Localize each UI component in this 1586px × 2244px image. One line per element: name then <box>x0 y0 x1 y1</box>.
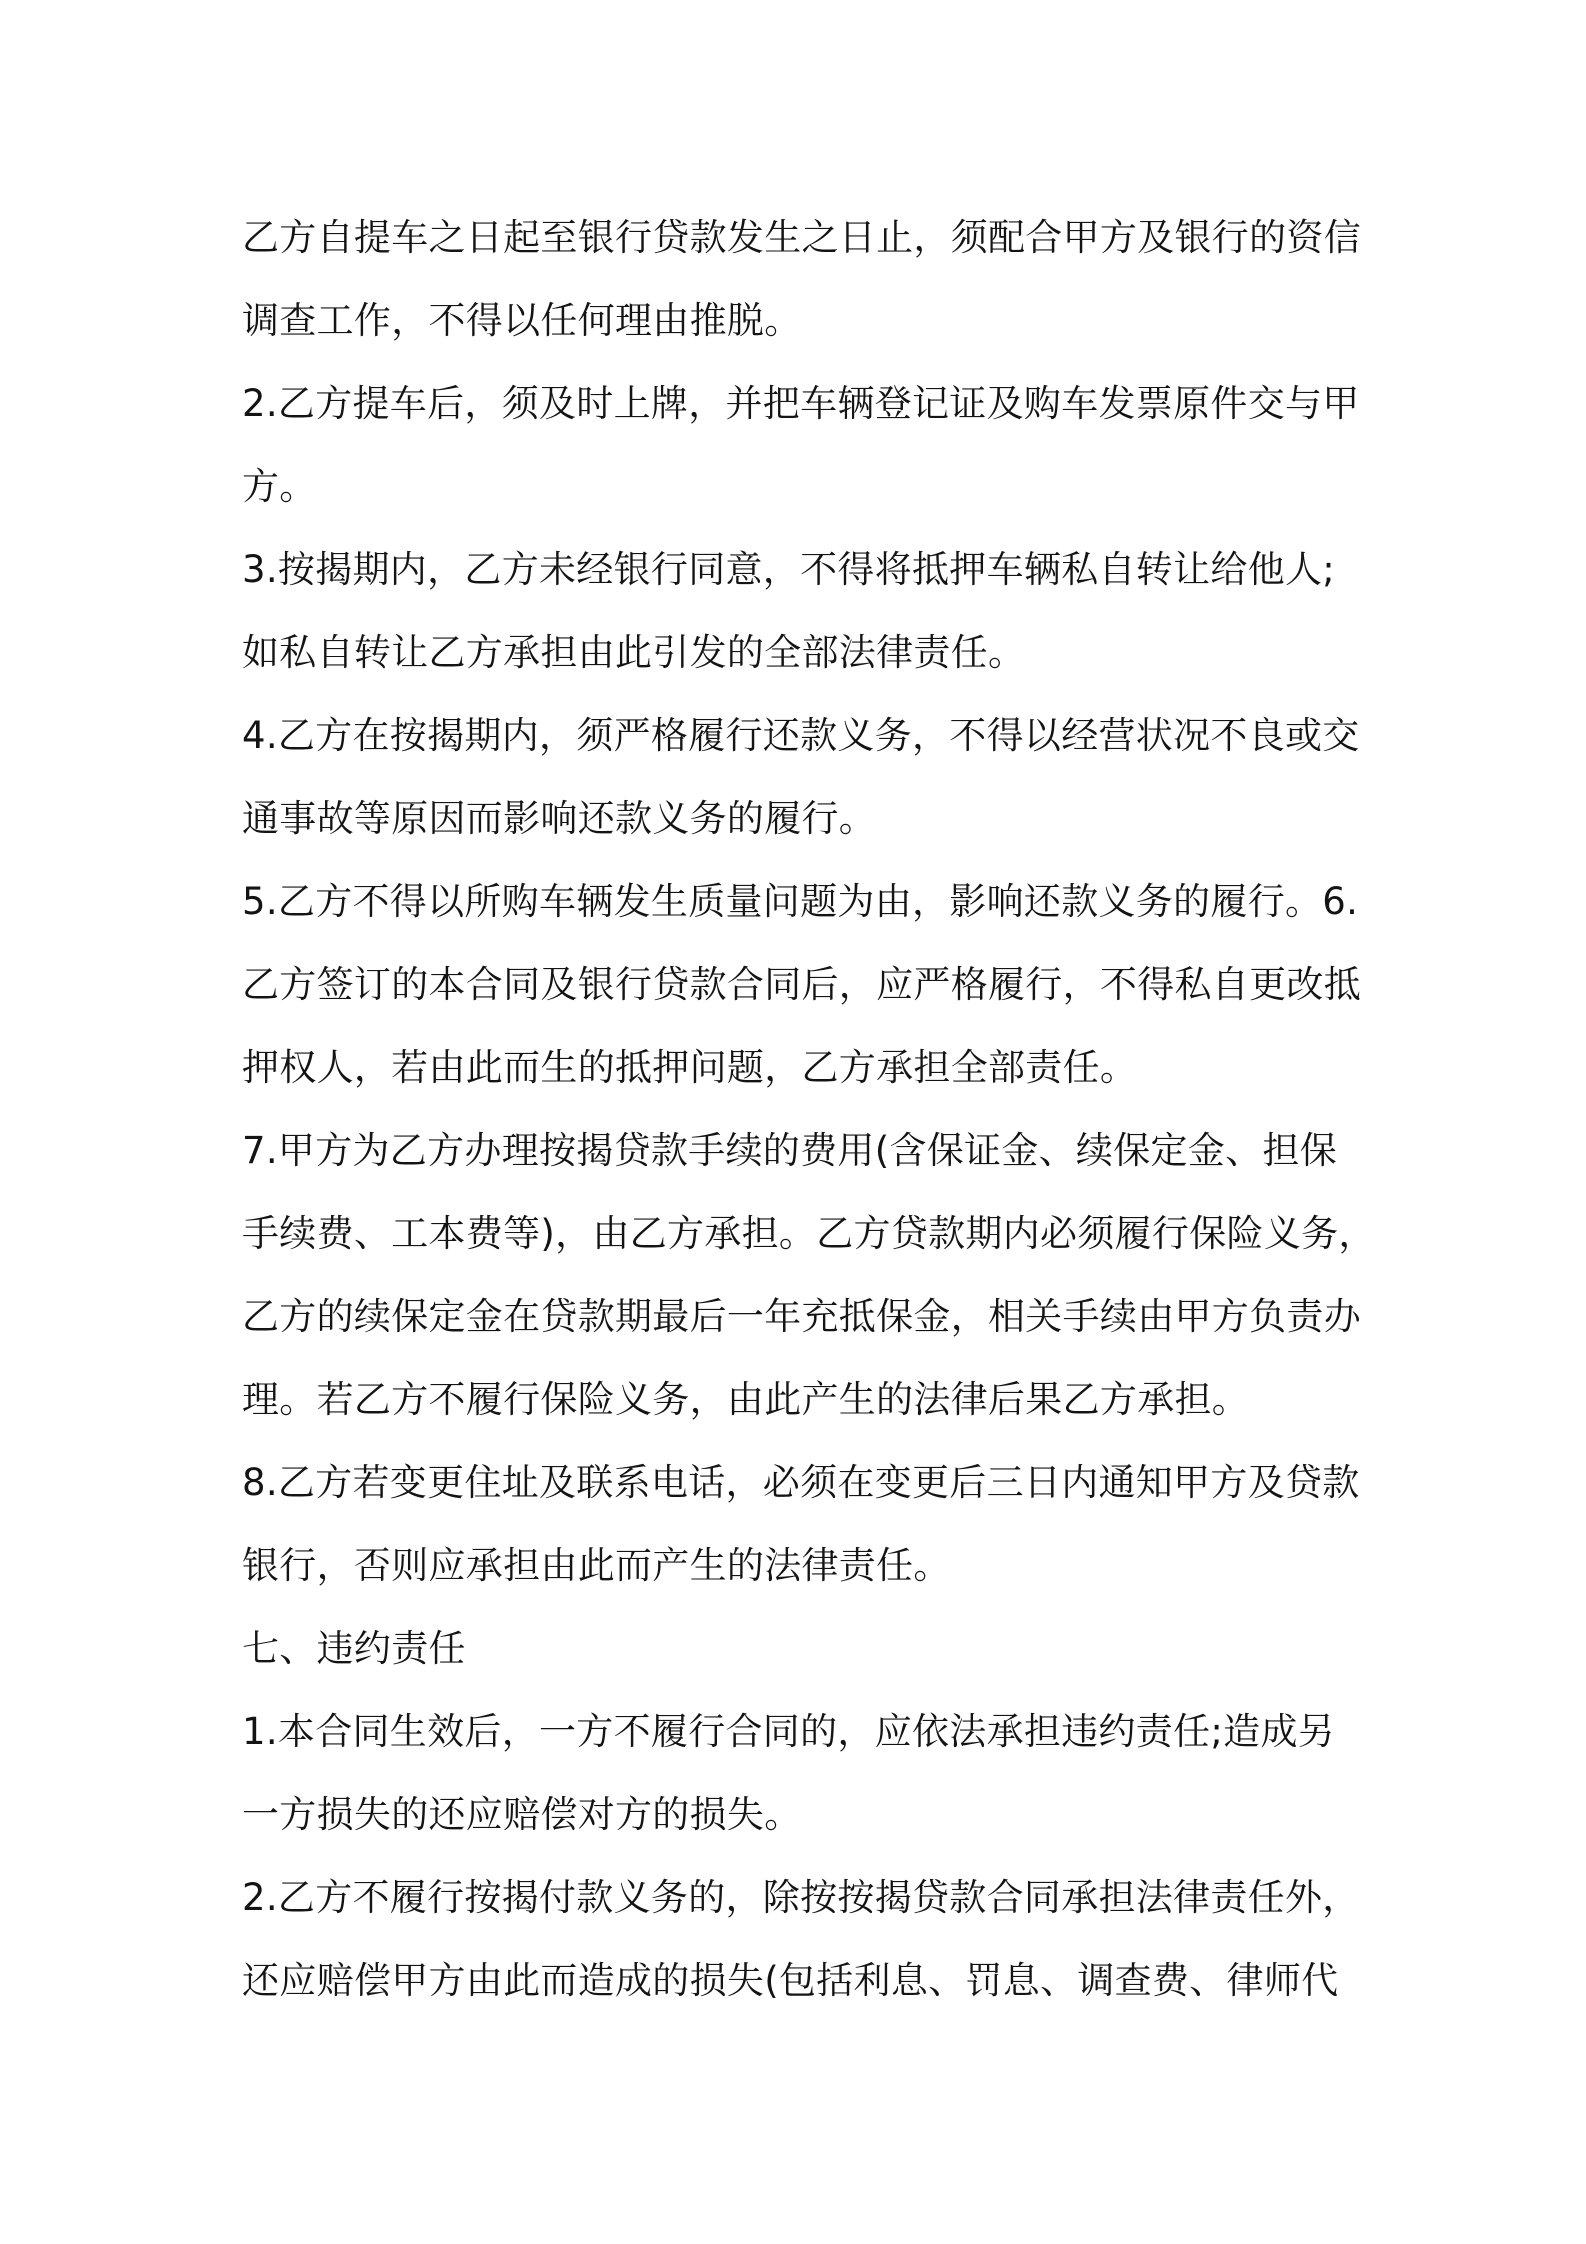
text-line: 1.本合同生效后，一方不履行合同的，应依法承担违约责任;造成另 <box>242 1710 1336 1753</box>
text-line: 5.乙方不得以所购车辆发生质量问题为由，影响还款义务的履行。6. <box>242 880 1359 923</box>
text-line: 3.按揭期内，乙方未经银行同意，不得将抵押车辆私自转让给他人; <box>242 548 1336 591</box>
text-line: 调查工作，不得以任何理由推脱。 <box>242 299 802 342</box>
section-heading: 七、违约责任 <box>242 1627 466 1670</box>
text-line: 通事故等原因而影响还款义务的履行。 <box>242 797 877 840</box>
text-line: 还应赔偿甲方由此而造成的损失(包括利息、罚息、调查费、律师代 <box>242 1959 1339 2002</box>
text-line: 方。 <box>242 465 317 508</box>
text-line: 8.乙方若变更住址及联系电话，必须在变更后三日内通知甲方及贷款 <box>242 1461 1360 1504</box>
text-line: 2.乙方提车后，须及时上牌，并把车辆登记证及购车发票原件交与甲 <box>242 382 1360 425</box>
document-body <box>242 196 1376 2022</box>
text-line: 乙方的续保定金在贷款期最后一年充抵保金，相关手续由甲方负责办 <box>242 1295 1361 1338</box>
text-line: 乙方自提车之日起至银行贷款发生之日止，须配合甲方及银行的资信 <box>242 216 1361 259</box>
text-line: 押权人，若由此而生的抵押问题，乙方承担全部责任。 <box>242 1046 1138 1089</box>
text-line: 4.乙方在按揭期内，须严格履行还款义务，不得以经营状况不良或交 <box>242 714 1360 757</box>
text-line: 手续费、工本费等)，由乙方承担。乙方贷款期内必须履行保险义务， <box>242 1212 1376 1255</box>
text-line: 乙方签订的本合同及银行贷款合同后，应严格履行，不得私自更改抵 <box>242 963 1361 1006</box>
text-line: 2.乙方不履行按揭付款义务的，除按按揭贷款合同承担法律责任外， <box>242 1876 1360 1919</box>
text-line: 理。若乙方不履行保险义务，由此产生的法律后果乙方承担。 <box>242 1378 1250 1421</box>
text-line: 一方损失的还应赔偿对方的损失。 <box>242 1793 802 1836</box>
text-line: 7.甲方为乙方办理按揭贷款手续的费用(含保证金、续保定金、担保 <box>242 1129 1338 1172</box>
text-line: 银行，否则应承担由此而产生的法律责任。 <box>242 1544 951 1587</box>
text-line: 如私自转让乙方承担由此引发的全部法律责任。 <box>242 631 1026 674</box>
